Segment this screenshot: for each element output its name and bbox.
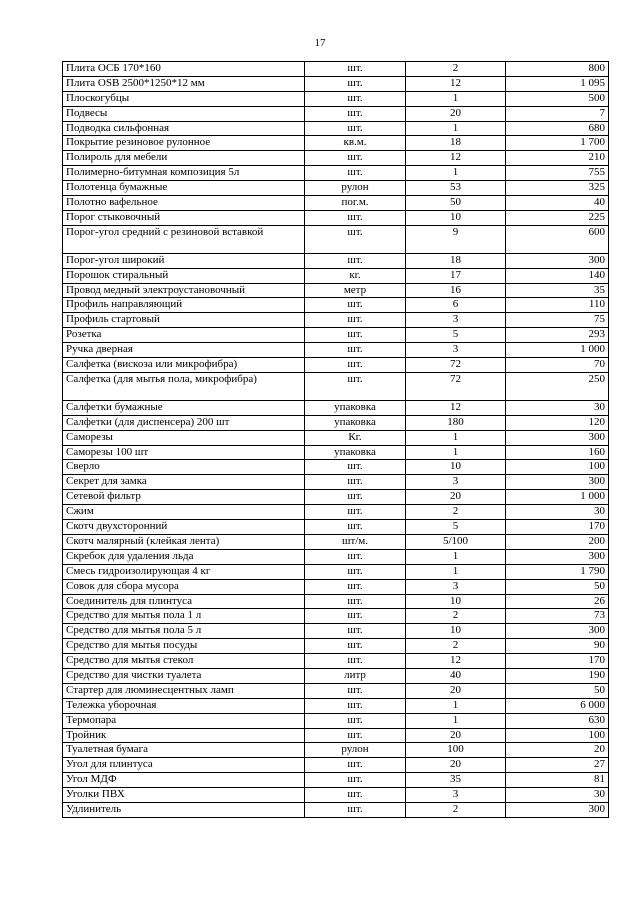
unit-cell: упаковка: [305, 445, 406, 460]
table-row: [63, 624, 609, 639]
quantity-cell: 1: [406, 445, 506, 460]
price-cell: 160: [506, 445, 609, 460]
item-name-cell: Подводка сильфонная: [63, 121, 305, 136]
item-name-cell: Тройник: [63, 728, 305, 743]
table-row: [63, 549, 609, 564]
price-cell: 20: [506, 743, 609, 758]
item-name-cell: Уголки ПВХ: [63, 788, 305, 803]
quantity-cell: 1: [406, 91, 506, 106]
price-cell: 300: [506, 549, 609, 564]
quantity-cell: 3: [406, 475, 506, 490]
unit-cell: шт.: [305, 475, 406, 490]
item-name-cell: Саморезы: [63, 430, 305, 445]
unit-cell: кг.: [305, 268, 406, 283]
quantity-cell: 16: [406, 283, 506, 298]
table-row: [63, 773, 609, 788]
item-name-cell: Стартер для люминесцентных ламп: [63, 683, 305, 698]
item-name-cell: Порог-угол средний с резиновой вставкой: [63, 225, 305, 253]
unit-cell: шт.: [305, 121, 406, 136]
price-cell: 81: [506, 773, 609, 788]
item-name-cell: Термопара: [63, 713, 305, 728]
quantity-cell: 5/100: [406, 534, 506, 549]
price-cell: 300: [506, 475, 609, 490]
unit-cell: шт.: [305, 210, 406, 225]
item-name-cell: Удлинитель: [63, 802, 305, 817]
unit-cell: шт.: [305, 91, 406, 106]
price-cell: 27: [506, 758, 609, 773]
table-row: [63, 136, 609, 151]
item-name-cell: Полироль для мебели: [63, 151, 305, 166]
price-cell: 1 000: [506, 343, 609, 358]
item-name-cell: Сверло: [63, 460, 305, 475]
table-row: [63, 225, 609, 253]
unit-cell: шт.: [305, 343, 406, 358]
table-row: [63, 728, 609, 743]
table-row: [63, 788, 609, 803]
price-cell: 170: [506, 654, 609, 669]
items-table: [62, 61, 609, 818]
quantity-cell: 12: [406, 151, 506, 166]
unit-cell: шт.: [305, 549, 406, 564]
table-row: [63, 430, 609, 445]
unit-cell: шт.: [305, 594, 406, 609]
item-name-cell: Провод медный электроустановочный: [63, 283, 305, 298]
price-cell: 210: [506, 151, 609, 166]
unit-cell: шт.: [305, 298, 406, 313]
table-row: [63, 579, 609, 594]
quantity-cell: 3: [406, 788, 506, 803]
item-name-cell: Саморезы 100 шт: [63, 445, 305, 460]
unit-cell: шт.: [305, 579, 406, 594]
quantity-cell: 20: [406, 683, 506, 698]
quantity-cell: 2: [406, 609, 506, 624]
quantity-cell: 5: [406, 328, 506, 343]
price-cell: 7: [506, 106, 609, 121]
table-row: [63, 654, 609, 669]
quantity-cell: 3: [406, 313, 506, 328]
table-row: [63, 520, 609, 535]
price-cell: 200: [506, 534, 609, 549]
item-name-cell: Порог-угол широкий: [63, 253, 305, 268]
unit-cell: шт.: [305, 609, 406, 624]
quantity-cell: 1: [406, 121, 506, 136]
price-cell: 100: [506, 460, 609, 475]
price-cell: 75: [506, 313, 609, 328]
price-cell: 100: [506, 728, 609, 743]
unit-cell: упаковка: [305, 415, 406, 430]
price-cell: 325: [506, 181, 609, 196]
table-row: [63, 445, 609, 460]
unit-cell: шт.: [305, 358, 406, 373]
quantity-cell: 20: [406, 106, 506, 121]
price-cell: 73: [506, 609, 609, 624]
price-cell: 225: [506, 210, 609, 225]
item-name-cell: Средство для мытья посуды: [63, 639, 305, 654]
quantity-cell: 1: [406, 430, 506, 445]
price-cell: 50: [506, 579, 609, 594]
item-name-cell: Салфетки бумажные: [63, 400, 305, 415]
unit-cell: кв.м.: [305, 136, 406, 151]
item-name-cell: Салфетка (для мытья пола, микрофибра): [63, 372, 305, 400]
table-row: [63, 298, 609, 313]
unit-cell: шт.: [305, 490, 406, 505]
unit-cell: шт.: [305, 62, 406, 77]
item-name-cell: Салфетка (вискоза или микрофибра): [63, 358, 305, 373]
price-cell: 26: [506, 594, 609, 609]
price-cell: 6 000: [506, 698, 609, 713]
quantity-cell: 12: [406, 400, 506, 415]
quantity-cell: 40: [406, 668, 506, 683]
price-cell: 680: [506, 121, 609, 136]
table-row: [63, 460, 609, 475]
price-cell: 110: [506, 298, 609, 313]
price-cell: 30: [506, 788, 609, 803]
table-row: [63, 268, 609, 283]
unit-cell: рулон: [305, 181, 406, 196]
items-table-body: [63, 62, 609, 818]
quantity-cell: 10: [406, 210, 506, 225]
unit-cell: шт.: [305, 713, 406, 728]
quantity-cell: 5: [406, 520, 506, 535]
item-name-cell: Плита OSB 2500*1250*12 мм: [63, 76, 305, 91]
price-cell: 1 000: [506, 490, 609, 505]
quantity-cell: 12: [406, 654, 506, 669]
item-name-cell: Ручка дверная: [63, 343, 305, 358]
unit-cell: шт.: [305, 505, 406, 520]
table-row: [63, 743, 609, 758]
quantity-cell: 2: [406, 802, 506, 817]
item-name-cell: Совок для сбора мусора: [63, 579, 305, 594]
item-name-cell: Смесь гидроизолирующая 4 кг: [63, 564, 305, 579]
unit-cell: рулон: [305, 743, 406, 758]
price-cell: 1 790: [506, 564, 609, 579]
price-cell: 300: [506, 802, 609, 817]
item-name-cell: Полимерно-битумная композиция 5л: [63, 166, 305, 181]
unit-cell: шт.: [305, 76, 406, 91]
quantity-cell: 3: [406, 579, 506, 594]
quantity-cell: 9: [406, 225, 506, 253]
item-name-cell: Средство для мытья стекол: [63, 654, 305, 669]
item-name-cell: Скотч двухсторонний: [63, 520, 305, 535]
unit-cell: шт.: [305, 624, 406, 639]
quantity-cell: 1: [406, 698, 506, 713]
quantity-cell: 12: [406, 76, 506, 91]
unit-cell: шт.: [305, 758, 406, 773]
item-name-cell: Тележка уборочная: [63, 698, 305, 713]
item-name-cell: Средство для мытья пола 5 л: [63, 624, 305, 639]
quantity-cell: 1: [406, 564, 506, 579]
quantity-cell: 53: [406, 181, 506, 196]
price-cell: 250: [506, 372, 609, 400]
table-row: [63, 713, 609, 728]
price-cell: 1 095: [506, 76, 609, 91]
table-row: [63, 609, 609, 624]
price-cell: 30: [506, 400, 609, 415]
table-row: [63, 594, 609, 609]
price-cell: 300: [506, 624, 609, 639]
unit-cell: шт.: [305, 773, 406, 788]
price-cell: 293: [506, 328, 609, 343]
table-row: [63, 166, 609, 181]
item-name-cell: Угол МДФ: [63, 773, 305, 788]
price-cell: 800: [506, 62, 609, 77]
table-row: [63, 181, 609, 196]
table-row: [63, 76, 609, 91]
item-name-cell: Туалетная бумага: [63, 743, 305, 758]
unit-cell: шт.: [305, 253, 406, 268]
item-name-cell: Салфетки (для диспенсера) 200 шт: [63, 415, 305, 430]
unit-cell: шт.: [305, 698, 406, 713]
unit-cell: шт.: [305, 106, 406, 121]
table-row: [63, 639, 609, 654]
table-row: [63, 400, 609, 415]
table-row: [63, 283, 609, 298]
quantity-cell: 18: [406, 253, 506, 268]
item-name-cell: Сетевой фильтр: [63, 490, 305, 505]
item-name-cell: Полотно вафельное: [63, 196, 305, 211]
unit-cell: шт.: [305, 728, 406, 743]
quantity-cell: 10: [406, 594, 506, 609]
item-name-cell: Скотч малярный (клейкая лента): [63, 534, 305, 549]
item-name-cell: Порог стыковочный: [63, 210, 305, 225]
quantity-cell: 35: [406, 773, 506, 788]
price-cell: 120: [506, 415, 609, 430]
unit-cell: шт.: [305, 166, 406, 181]
unit-cell: упаковка: [305, 400, 406, 415]
unit-cell: шт.: [305, 683, 406, 698]
table-row: [63, 505, 609, 520]
item-name-cell: Порошок стиральный: [63, 268, 305, 283]
quantity-cell: 2: [406, 639, 506, 654]
item-name-cell: Плита ОСБ 170*160: [63, 62, 305, 77]
quantity-cell: 50: [406, 196, 506, 211]
price-cell: 190: [506, 668, 609, 683]
table-row: [63, 196, 609, 211]
unit-cell: шт.: [305, 654, 406, 669]
price-cell: 50: [506, 683, 609, 698]
quantity-cell: 72: [406, 372, 506, 400]
quantity-cell: 17: [406, 268, 506, 283]
unit-cell: шт/м.: [305, 534, 406, 549]
unit-cell: шт.: [305, 520, 406, 535]
price-cell: 35: [506, 283, 609, 298]
table-row: [63, 372, 609, 400]
table-row: [63, 475, 609, 490]
quantity-cell: 2: [406, 505, 506, 520]
price-cell: 500: [506, 91, 609, 106]
quantity-cell: 6: [406, 298, 506, 313]
table-row: [63, 210, 609, 225]
price-cell: 1 700: [506, 136, 609, 151]
quantity-cell: 72: [406, 358, 506, 373]
unit-cell: шт.: [305, 225, 406, 253]
item-name-cell: Розетка: [63, 328, 305, 343]
table-row: [63, 91, 609, 106]
price-cell: 630: [506, 713, 609, 728]
item-name-cell: Средство для мытья пола 1 л: [63, 609, 305, 624]
price-cell: 300: [506, 253, 609, 268]
unit-cell: метр: [305, 283, 406, 298]
price-cell: 300: [506, 430, 609, 445]
unit-cell: Кг.: [305, 430, 406, 445]
unit-cell: пог.м.: [305, 196, 406, 211]
quantity-cell: 3: [406, 343, 506, 358]
price-cell: 70: [506, 358, 609, 373]
table-row: [63, 106, 609, 121]
table-row: [63, 313, 609, 328]
item-name-cell: Профиль стартовый: [63, 313, 305, 328]
unit-cell: шт.: [305, 328, 406, 343]
table-row: [63, 415, 609, 430]
unit-cell: шт.: [305, 802, 406, 817]
page-number: 17: [314, 37, 326, 49]
item-name-cell: Покрытие резиновое рулонное: [63, 136, 305, 151]
quantity-cell: 20: [406, 728, 506, 743]
table-row: [63, 358, 609, 373]
item-name-cell: Скребок для удаления льда: [63, 549, 305, 564]
item-name-cell: Угол для плинтуса: [63, 758, 305, 773]
quantity-cell: 20: [406, 490, 506, 505]
quantity-cell: 2: [406, 62, 506, 77]
table-row: [63, 668, 609, 683]
table-row: [63, 328, 609, 343]
item-name-cell: Соединитель для плинтуса: [63, 594, 305, 609]
table-row: [63, 683, 609, 698]
item-name-cell: Секрет для замка: [63, 475, 305, 490]
price-cell: 755: [506, 166, 609, 181]
unit-cell: шт.: [305, 788, 406, 803]
table-row: [63, 62, 609, 77]
price-cell: 30: [506, 505, 609, 520]
quantity-cell: 1: [406, 713, 506, 728]
table-row: [63, 343, 609, 358]
price-cell: 90: [506, 639, 609, 654]
item-name-cell: Профиль направляющий: [63, 298, 305, 313]
unit-cell: шт.: [305, 151, 406, 166]
unit-cell: шт.: [305, 639, 406, 654]
quantity-cell: 20: [406, 758, 506, 773]
unit-cell: литр: [305, 668, 406, 683]
price-cell: 600: [506, 225, 609, 253]
quantity-cell: 100: [406, 743, 506, 758]
item-name-cell: Полотенца бумажные: [63, 181, 305, 196]
table-row: [63, 758, 609, 773]
item-name-cell: Сжим: [63, 505, 305, 520]
table-row: [63, 121, 609, 136]
unit-cell: шт.: [305, 564, 406, 579]
table-row: [63, 253, 609, 268]
unit-cell: шт.: [305, 460, 406, 475]
quantity-cell: 180: [406, 415, 506, 430]
table-row: [63, 802, 609, 817]
unit-cell: шт.: [305, 372, 406, 400]
item-name-cell: Плоскогубцы: [63, 91, 305, 106]
quantity-cell: 1: [406, 549, 506, 564]
table-row: [63, 564, 609, 579]
quantity-cell: 18: [406, 136, 506, 151]
price-cell: 170: [506, 520, 609, 535]
table-row: [63, 151, 609, 166]
quantity-cell: 10: [406, 460, 506, 475]
item-name-cell: Подвесы: [63, 106, 305, 121]
item-name-cell: Средство для чистки туалета: [63, 668, 305, 683]
unit-cell: шт.: [305, 313, 406, 328]
price-cell: 40: [506, 196, 609, 211]
table-row: [63, 698, 609, 713]
table-row: [63, 534, 609, 549]
quantity-cell: 1: [406, 166, 506, 181]
table-row: [63, 490, 609, 505]
quantity-cell: 10: [406, 624, 506, 639]
price-cell: 140: [506, 268, 609, 283]
